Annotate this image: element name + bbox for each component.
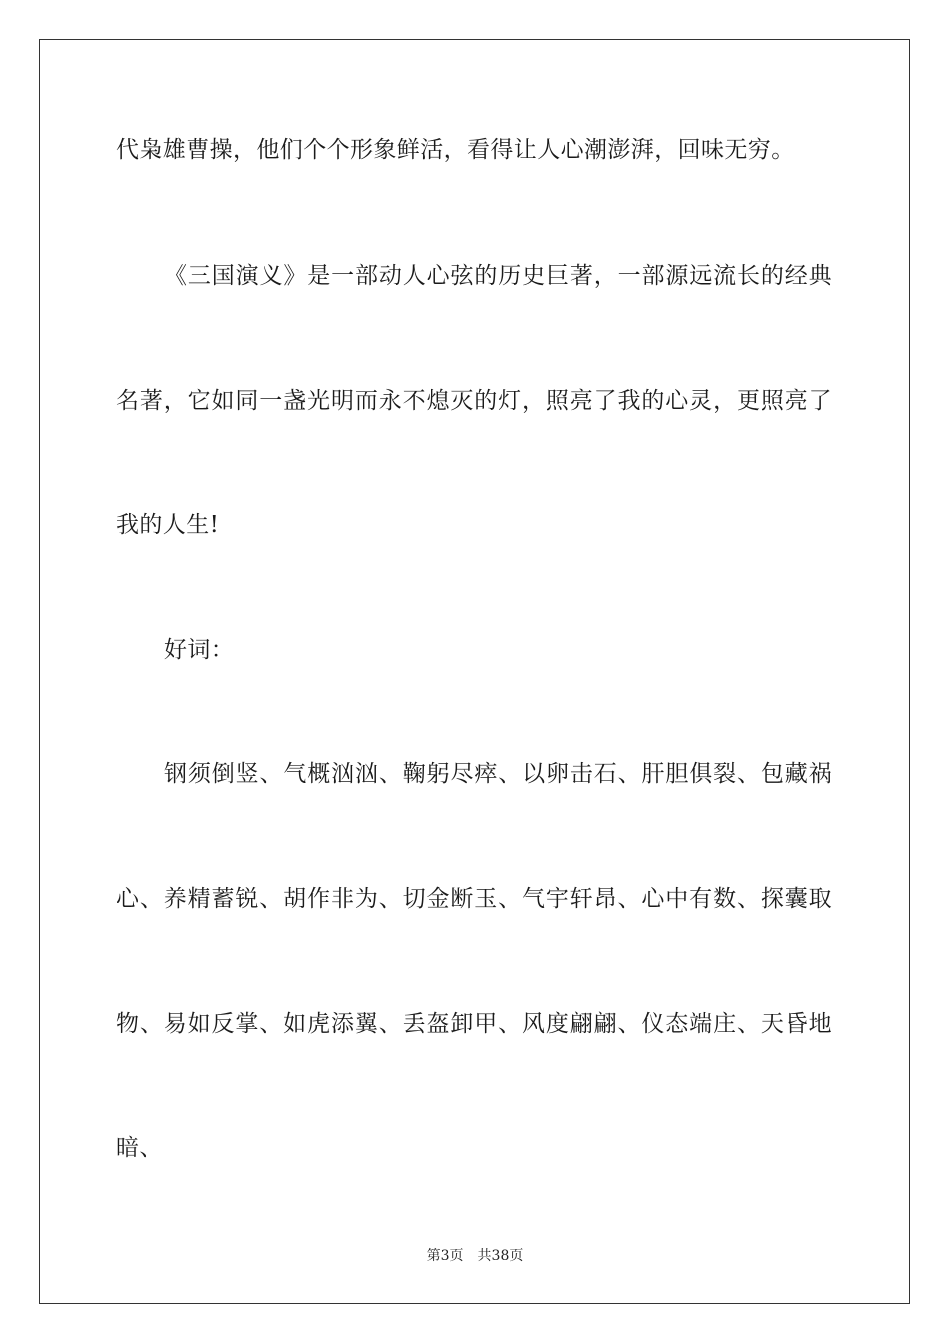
paragraph-line: 暗、 (116, 1135, 163, 1161)
page-border (39, 39, 910, 1304)
paragraph-line: 钢须倒竖、气概汹汹、鞠躬尽瘁、以卵击石、肝胆俱裂、包藏祸 (164, 761, 832, 787)
page-number: 第3页 (426, 1248, 464, 1264)
section-heading: 好词： (164, 637, 235, 663)
paragraph-line: 物、易如反掌、如虎添翼、丢盔卸甲、风度翩翩、仪态端庄、天昏地 (116, 1011, 832, 1037)
paragraph-line: 心、养精蓄锐、胡作非为、切金断玉、气宇轩昂、心中有数、探囊取 (116, 886, 832, 912)
page-total: 共38页 (477, 1248, 524, 1264)
paragraph-line: 我的人生! (116, 512, 220, 538)
paragraph-line: 代枭雄曹操，他们个个形象鲜活，看得让人心潮澎湃，回味无穷。 (116, 137, 795, 163)
paragraph-line: 名著，它如同一盏光明而永不熄灭的灯，照亮了我的心灵，更照亮了 (116, 388, 832, 414)
page-footer (0, 1246, 950, 1266)
paragraph-line: 《三国演义》是一部动人心弦的历史巨著，一部源远流长的经典 (164, 263, 832, 289)
